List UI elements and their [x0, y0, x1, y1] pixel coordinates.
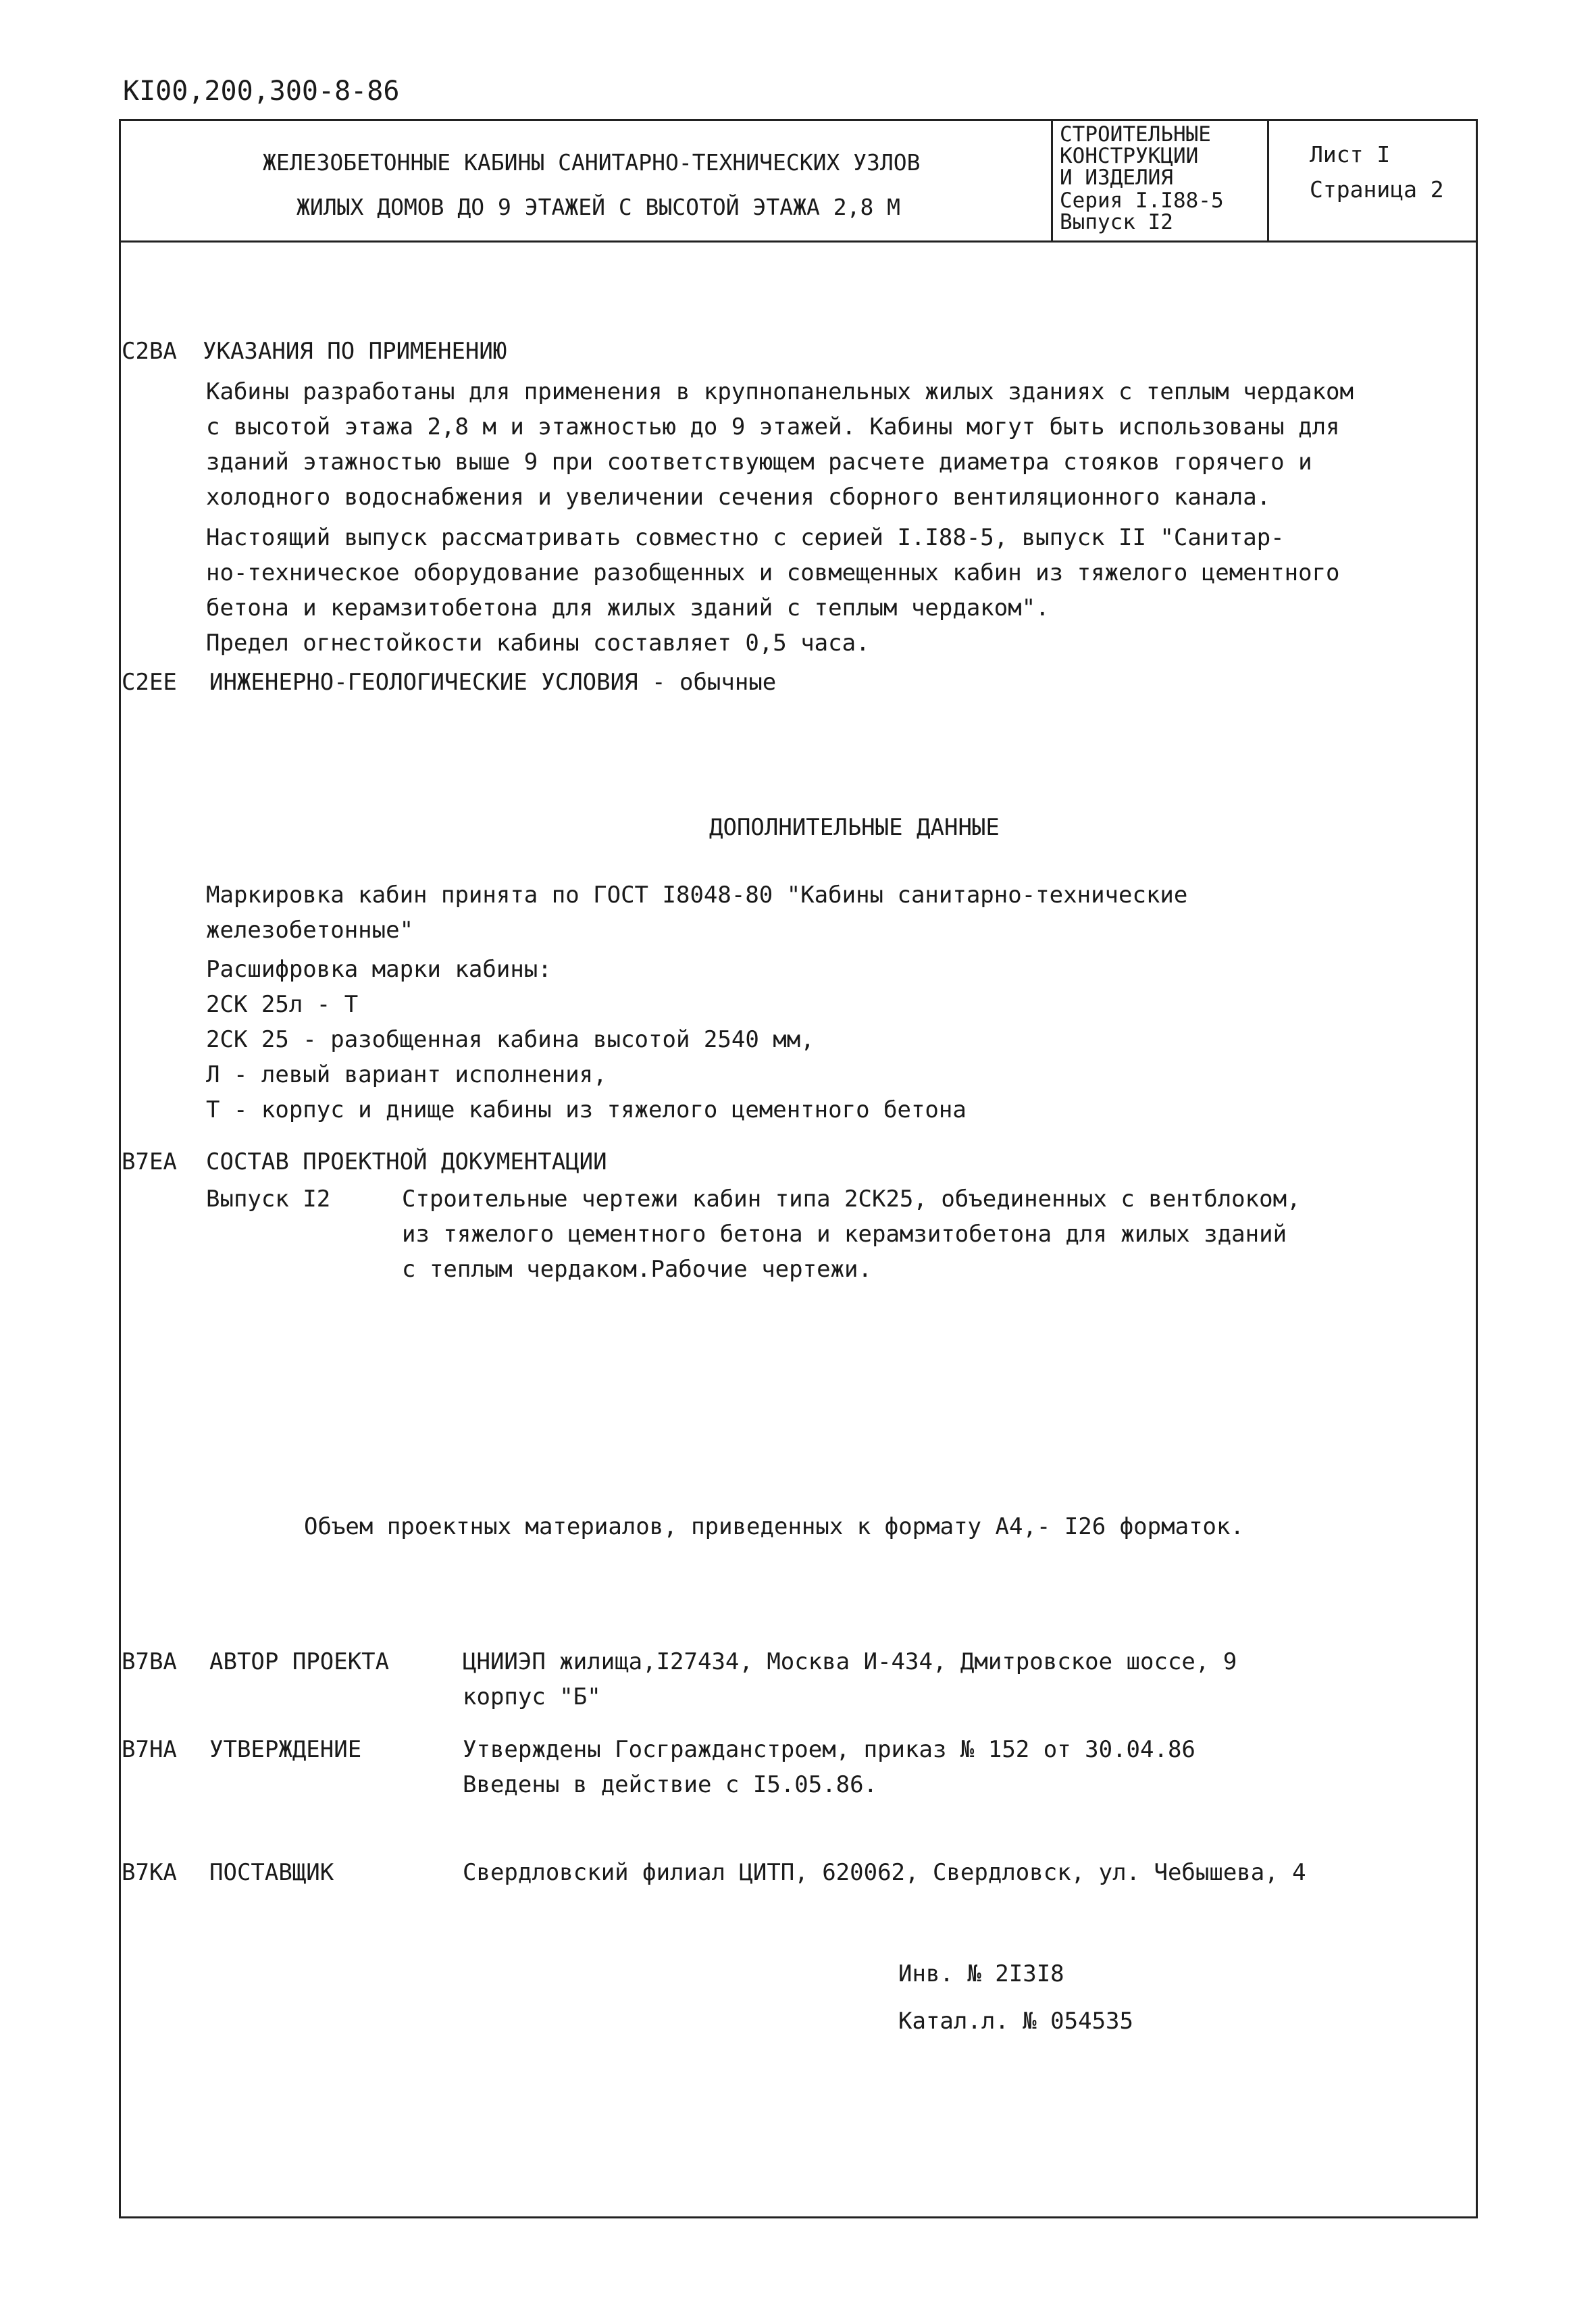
section-title: ИНЖЕНЕРНО-ГЕОЛОГИЧЕСКИЕ УСЛОВИЯ - обычные [209, 669, 777, 696]
section-label: АВТОР ПРОЕКТА [209, 1648, 390, 1675]
series-cell [1053, 121, 1269, 240]
text-line: Настоящий выпуск рассматривать совместно с серией I.I88-5, выпуск II "Санитар- [206, 524, 1285, 551]
text-line: Свердловский филиал ЦИТП, 620062, Свердловск, ул. Чебышева, 4 [463, 1859, 1306, 1886]
text-line: из тяжелого цементного бетона и керамзитобетона для жилых зданий [402, 1221, 1287, 1248]
extra-title: ДОПОЛНИТЕЛЬНЫЕ ДАННЫЕ [709, 814, 1000, 841]
section-label: ПОСТАВЩИК [209, 1859, 334, 1886]
text-line: но-техническое оборудование разобщенных и совмещенных кабин из тяжелого цементного [206, 559, 1340, 586]
text-line: Л - левый вариант исполнения, [206, 1061, 607, 1088]
sheet-cell [1269, 121, 1476, 240]
section-code: В7КА [122, 1859, 177, 1886]
section-code: С2ВА [122, 338, 177, 365]
text-line: Расшифровка марки кабины: [206, 956, 552, 983]
section-label: УТВЕРЖДЕНИЕ [209, 1736, 362, 1763]
series-line-3: И ИЗДЕЛИЯ [1060, 166, 1173, 190]
title-line-2: ЖИЛЫХ ДОМОВ ДО 9 ЭТАЖЕЙ С ВЫСОТОЙ ЭТАЖА 2,8 М [297, 194, 901, 220]
section-title: СОСТАВ ПРОЕКТНОЙ ДОКУМЕНТАЦИИ [206, 1148, 607, 1175]
title-block [121, 121, 1476, 243]
text-line: Введены в действие с I5.05.86. [463, 1771, 878, 1798]
text-line: бетона и керамзитобетона для жилых зданий с теплым чердаком". [206, 594, 1050, 621]
text-line: 2СК 25л - Т [206, 991, 359, 1018]
text-line: зданий этажностью выше 9 при соответствующем расчете диаметра стояков горячего и [206, 449, 1312, 476]
text-line: Маркировка кабин принята по ГОСТ I8048-80 "Кабины санитарно-технические [206, 882, 1188, 909]
sheet-number: Лист I [1310, 141, 1391, 168]
document-code: КI00,200,300-8-86 [123, 76, 400, 107]
text-line: холодного водоснабжения и увеличении сечения сборного вентиляционного канала. [206, 484, 1271, 511]
text-line: с теплым чердаком.Рабочие чертежи. [402, 1256, 872, 1283]
text-line: ЦНИИЭП жилища,I27434, Москва И-434, Дмитровское шоссе, 9 [463, 1648, 1237, 1675]
text-line: корпус "Б" [463, 1683, 601, 1710]
series-line-1: СТРОИТЕЛЬНЫЕ [1060, 122, 1211, 147]
section-code: В7ВА [122, 1648, 177, 1675]
text-line: железобетонные" [206, 917, 414, 944]
catalog-number: Катал.л. № 054535 [898, 2008, 1133, 2035]
title-cell [121, 121, 1053, 240]
text-line: Предел огнестойкости кабины составляет 0,5 часа. [206, 630, 870, 657]
text-line: Строительные чертежи кабин типа 2СК25, объединенных с вентблоком, [402, 1186, 1301, 1213]
volume-note: Объем проектных материалов, приведенных к формату А4,- I26 форматок. [304, 1513, 1244, 1540]
text-line: Т - корпус и днище кабины из тяжелого цементного бетона [206, 1096, 967, 1123]
page-number: Страница 2 [1310, 176, 1444, 203]
text-line: 2СК 25 - разобщенная кабина высотой 2540 мм, [206, 1026, 815, 1053]
issue-label: Выпуск I2 [206, 1186, 331, 1213]
section-code: С2ЕЕ [122, 669, 177, 696]
text-line: Кабины разработаны для применения в крупнопанельных жилых зданиях с теплым чердаком [206, 378, 1354, 405]
issue-number: Выпуск I2 [1060, 210, 1173, 234]
title-line-1: ЖЕЛЕЗОБЕТОННЫЕ КАБИНЫ САНИТАРНО-ТЕХНИЧЕСКИХ УЗЛОВ [263, 149, 921, 176]
section-code: В7НА [122, 1736, 177, 1763]
inventory-number: Инв. № 2I3I8 [898, 1960, 1064, 1987]
section-title: УКАЗАНИЯ ПО ПРИМЕНЕНИЮ [203, 338, 507, 365]
text-line: Утверждены Госгражданстроем, приказ № 152 от 30.04.86 [463, 1736, 1195, 1763]
series-line-2: КОНСТРУКЦИИ [1060, 144, 1199, 168]
section-code: В7ЕА [122, 1148, 177, 1175]
series-number: Серия I.I88-5 [1060, 188, 1224, 213]
text-line: с высотой этажа 2,8 м и этажностью до 9 этажей. Кабины могут быть использованы для [206, 413, 1340, 440]
